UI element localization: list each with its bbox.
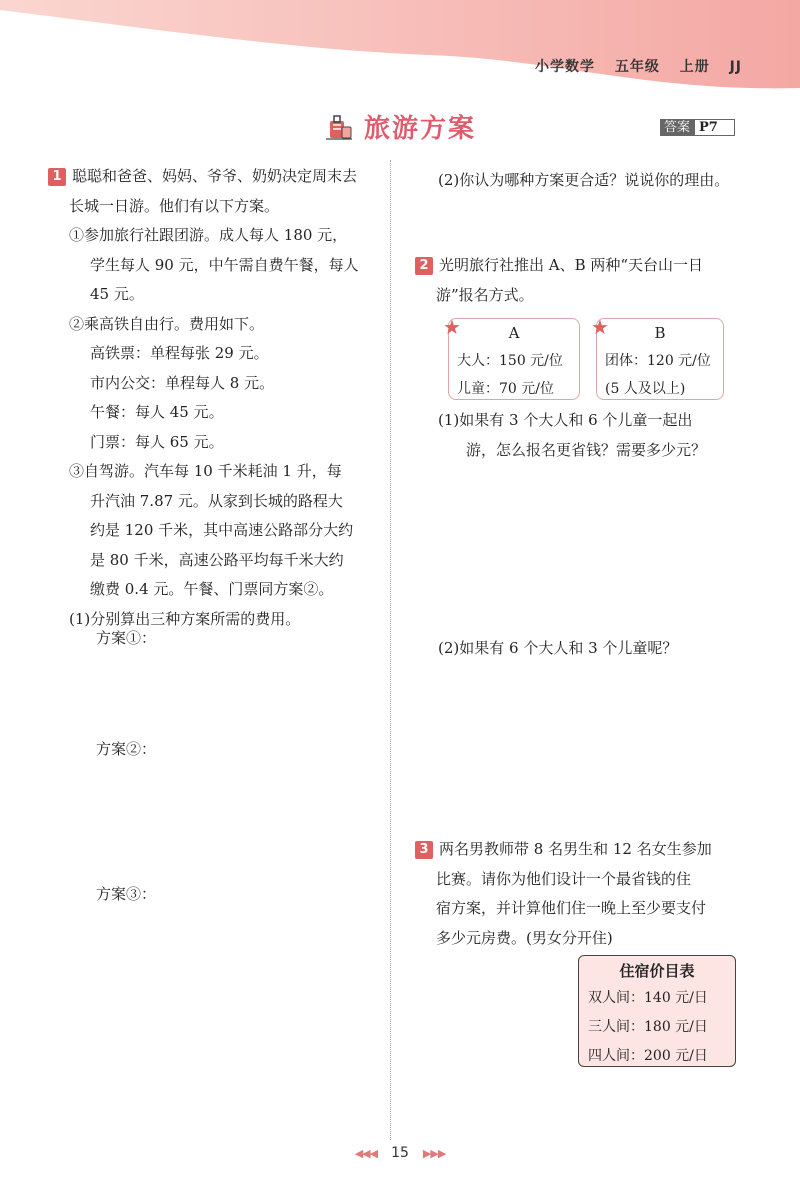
q3-text-line: 比赛。请你为他们设计一个最省钱的住 [436,869,692,888]
option-b-note: (5 人及以上) [605,381,686,397]
volume: 上册 [679,59,710,75]
column-divider [390,160,391,1140]
q1-option-line: ②乘高铁自由行。费用如下。 [69,314,265,333]
option-a-head: A [508,324,520,342]
q2-subquestion-2: (2)如果有 6 个大人和 3 个儿童呢？ [438,639,678,657]
star-icon: ★ [443,315,461,339]
plan-2-label: 方案②： [96,740,157,758]
table-row: 双人间：140 元/日 [588,990,708,1006]
page-footer [0,1145,800,1161]
page-number: 15 [391,1145,409,1161]
option-b-group: 团体：120 元/位 [605,353,711,369]
question-2 [415,251,760,310]
star-icon: ★ [591,315,609,339]
answer-label: 答案 [660,119,694,136]
option-b-head: B [654,324,666,342]
plan-3-label: 方案③： [96,885,157,903]
table-row: 三人间：180 元/日 [588,1019,708,1035]
q1-intro-line: 长城一日游。他们有以下方案。 [69,196,280,215]
q2-intro-line: 光明旅行社推出 A、B 两种“天台山一日 [439,256,704,274]
page-title: 旅游方案 [363,114,476,144]
option-a-adult: 大人：150 元/位 [457,353,563,369]
lodging-price-table [578,955,736,1067]
q1-option-line: 门票：每人 65 元。 [90,432,224,451]
q3-text-line: 两名男教师带 8 名男生和 12 名女生参加 [439,840,712,858]
q1-option-line: 45 元。 [90,285,144,303]
luggage-icon [324,113,354,141]
q1-subquestion-2: (2)你认为哪种方案更合适？说说你的理由。 [438,171,730,189]
q1-option-line: 是 80 千米，高速公路平均每千米大约 [90,550,344,569]
q1-subquestion-1: (1)分别算出三种方案所需的费用。 [69,609,301,628]
left-arrows-icon: ◀◀◀ [354,1147,378,1160]
question-number: 2 [415,257,433,275]
q2-sub1-line: 游，怎么报名更省钱？需要多少元？ [466,440,707,459]
q1-option-line: 缴费 0.4 元。午餐、门票同方案②。 [90,580,334,598]
option-a-box [443,315,580,400]
question-number: 1 [48,168,66,186]
header-info [521,56,742,76]
table-row: 四人间：200 元/日 [588,1048,708,1064]
q1-option-line: ③自驾游。汽车每 10 千米耗油 1 升，每 [69,462,342,480]
option-b-box [591,315,724,400]
q3-text-line: 宿方案，并计算他们住一晚上至少要支付 [436,899,707,917]
table-title: 住宿价目表 [619,962,695,980]
q1-option-line: 约是 120 千米，其中高速公路部分大约 [90,521,354,539]
question-number: 3 [415,841,433,859]
q1-option-line: 学生每人 90 元，中午需自费午餐，每人 [90,255,359,274]
q1-option-line: 高铁票：单程每张 29 元。 [90,344,269,362]
q2-sub1-line: (1)如果有 3 个大人和 6 个儿童一起出 [438,411,693,429]
q3-text-line: 多少元房费。(男女分开住) [436,928,613,947]
subject: 小学数学 [534,59,595,75]
q1-intro-line: 聪聪和爸爸、妈妈、爷爷、奶奶决定周末去 [72,167,358,185]
q2-intro-line: 游”报名方式。 [436,285,534,304]
plan-1-label: 方案①： [96,629,157,647]
right-arrows-icon: ▶▶▶ [422,1147,446,1160]
q1-option-line: 市内公交：单程每人 8 元。 [90,373,275,392]
answer-page: P7 [694,119,735,136]
question-1 [48,162,383,634]
edition: JJ [729,59,742,75]
q1-option-line: ①参加旅行社跟团游。成人每人 180 元， [69,226,348,244]
answer-ref [660,116,735,135]
question-3 [415,835,760,953]
q1-option-line: 午餐：每人 45 元。 [90,403,224,421]
q1-option-line: 升汽油 7.87 元。从家到长城的路程大 [90,491,343,510]
grade: 五年级 [614,59,660,75]
q2-subquestion-1 [438,406,706,465]
option-a-child: 儿童：70 元/位 [457,381,554,397]
header-banner [0,0,800,95]
